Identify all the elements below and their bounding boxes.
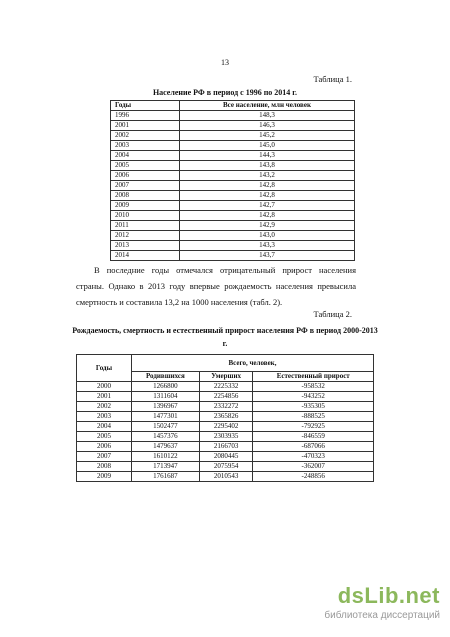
table-cell: 2303935: [199, 432, 253, 442]
table-cell: 2002: [77, 402, 132, 412]
table-row: [77, 442, 374, 452]
table-cell: 2010543: [199, 472, 253, 482]
table-cell: 1266800: [132, 382, 200, 392]
table-cell: 145,2: [180, 131, 355, 141]
table-row: [111, 141, 355, 151]
table-cell: 143,7: [180, 251, 355, 261]
table-cell: 2010: [111, 211, 180, 221]
table-row: [111, 211, 355, 221]
table-cell: 144,3: [180, 151, 355, 161]
table-cell: 2000: [77, 382, 132, 392]
table-row: [111, 121, 355, 131]
table2-title: Рождаемость, смертность и естественный прирост населения РФ в период 2000-2013 г.: [72, 326, 378, 348]
col-population-header: Все население, млн человек: [180, 101, 355, 111]
page-number: 13: [221, 58, 229, 67]
table-cell: 143,0: [180, 231, 355, 241]
table-cell: 1479637: [132, 442, 200, 452]
table-row: [111, 161, 355, 171]
body-paragraph: В последние годы отмечался отрицательный прирост населения страны. Однако в 2013 году впервые рождаемость населения превысила смертность и составила 13,2 на 1000 населения (табл. 2).: [76, 265, 356, 307]
table-row: [111, 231, 355, 241]
table-row: [77, 422, 374, 432]
table-row: [77, 412, 374, 422]
table-row: [77, 402, 374, 412]
table-cell: 1610122: [132, 452, 200, 462]
table-cell: 2254856: [199, 392, 253, 402]
table-cell: 1502477: [132, 422, 200, 432]
table-cell: 143,2: [180, 171, 355, 181]
table-cell: 2365826: [199, 412, 253, 422]
table-cell: -792925: [253, 422, 374, 432]
table-cell: 142,7: [180, 201, 355, 211]
table-row: [111, 151, 355, 161]
watermark-subtitle: библиотека диссертаций: [324, 610, 440, 621]
col-born-header: Родившихся: [132, 372, 200, 382]
table-row: [111, 251, 355, 261]
table-cell: 142,8: [180, 181, 355, 191]
table-cell: 148,3: [180, 111, 355, 121]
table-cell: -935305: [253, 402, 374, 412]
table-row: [77, 462, 374, 472]
col-died-header: Умерших: [199, 372, 253, 382]
table-row: [111, 241, 355, 251]
table-cell: 1457376: [132, 432, 200, 442]
table-cell: 1713947: [132, 462, 200, 472]
table-cell: 143,3: [180, 241, 355, 251]
table-cell: 2007: [111, 181, 180, 191]
table-cell: 2005: [77, 432, 132, 442]
table-cell: 2006: [111, 171, 180, 181]
table-cell: 2011: [111, 221, 180, 231]
table-row: [111, 131, 355, 141]
table-cell: 2295402: [199, 422, 253, 432]
col-growth-header: Естественный прирост: [253, 372, 374, 382]
table-cell: 1996: [111, 111, 180, 121]
table-row: [111, 201, 355, 211]
table-row: [111, 181, 355, 191]
table-cell: 2006: [77, 442, 132, 452]
table-cell: -846559: [253, 432, 374, 442]
watermark-logo: dsLib.net: [337, 583, 440, 608]
table-cell: 2003: [77, 412, 132, 422]
table-cell: 145,0: [180, 141, 355, 151]
table-cell: 2001: [111, 121, 180, 131]
table-row: [77, 452, 374, 462]
table-row: [111, 221, 355, 231]
table-cell: 2014: [111, 251, 180, 261]
vital-statistics-table: [76, 354, 374, 482]
table-cell: 2002: [111, 131, 180, 141]
table-row: [111, 171, 355, 181]
table-cell: -470323: [253, 452, 374, 462]
watermark: [324, 584, 440, 621]
table-row: [77, 472, 374, 482]
table-cell: 146,3: [180, 121, 355, 131]
table-header-row: [77, 355, 374, 372]
table-cell: 2003: [111, 141, 180, 151]
table1-title: Население РФ в период с 1996 по 2014 г.: [152, 88, 298, 97]
table-cell: 143,8: [180, 161, 355, 171]
table-row: [77, 382, 374, 392]
table-cell: 2166703: [199, 442, 253, 452]
table-cell: 2012: [111, 231, 180, 241]
table-row: [111, 191, 355, 201]
col-year-header: Годы: [77, 355, 132, 382]
table-row: [77, 432, 374, 442]
table-row: [77, 392, 374, 402]
table-cell: 2008: [111, 191, 180, 201]
table-cell: 2009: [77, 472, 132, 482]
table-cell: 2009: [111, 201, 180, 211]
table-cell: 2332272: [199, 402, 253, 412]
table-row: [111, 111, 355, 121]
table-cell: -362007: [253, 462, 374, 472]
table-cell: -888525: [253, 412, 374, 422]
table-cell: 2004: [111, 151, 180, 161]
table-cell: 2004: [77, 422, 132, 432]
table-cell: -687066: [253, 442, 374, 452]
table-cell: 142,9: [180, 221, 355, 231]
table-cell: 1477301: [132, 412, 200, 422]
table-cell: 1761687: [132, 472, 200, 482]
table-cell: 2008: [77, 462, 132, 472]
table-cell: 1396967: [132, 402, 200, 412]
table-header-row: [111, 101, 355, 111]
table-cell: 2005: [111, 161, 180, 171]
table-cell: 2007: [77, 452, 132, 462]
table-cell: 2225332: [199, 382, 253, 392]
col-year-header: Годы: [111, 101, 180, 111]
table-cell: 142,8: [180, 191, 355, 201]
table1-label: Таблица 1.: [313, 74, 352, 84]
table2-label: Таблица 2.: [313, 309, 352, 319]
table-cell: 2080445: [199, 452, 253, 462]
table-cell: 2075954: [199, 462, 253, 472]
table-cell: -248856: [253, 472, 374, 482]
table-cell: 1311604: [132, 392, 200, 402]
population-table: [110, 100, 355, 261]
table-cell: -943252: [253, 392, 374, 402]
table-cell: -958532: [253, 382, 374, 392]
table-cell: 2001: [77, 392, 132, 402]
table-cell: 142,8: [180, 211, 355, 221]
group-header: Всего, человек,: [132, 355, 374, 372]
table-cell: 2013: [111, 241, 180, 251]
